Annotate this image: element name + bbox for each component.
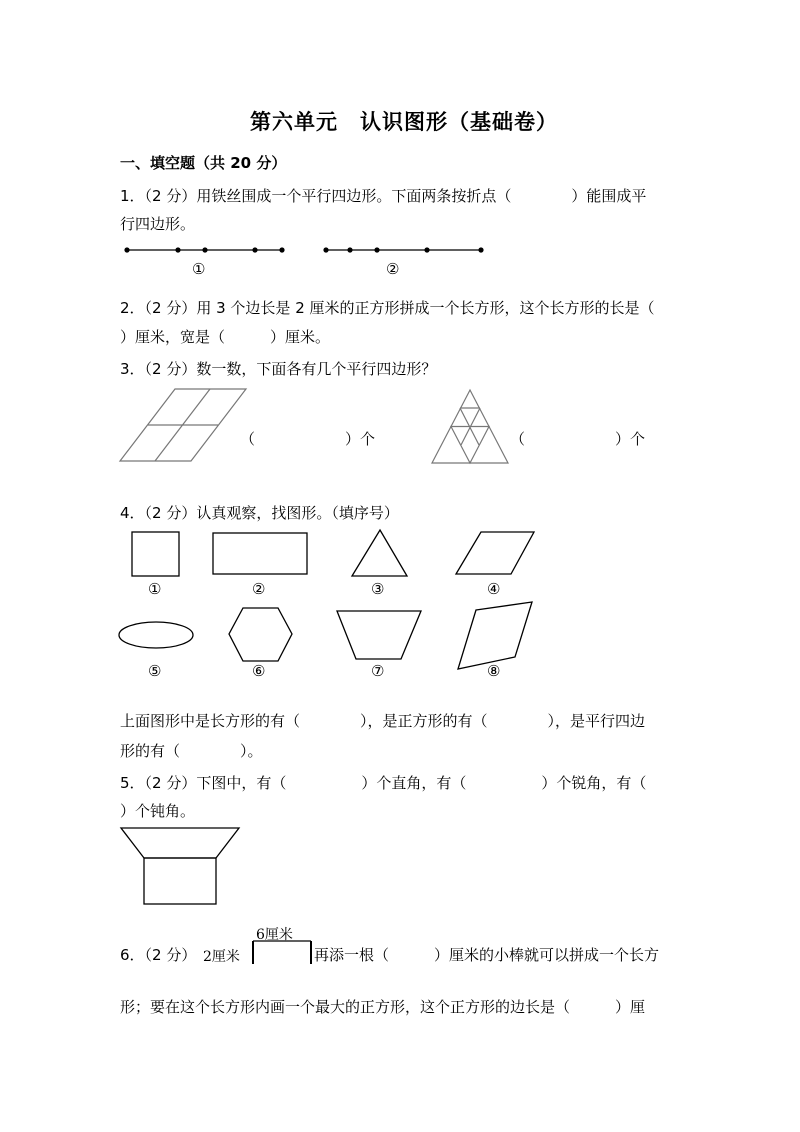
question-4-line-3: 形的有（ ）。 (120, 742, 263, 760)
question-2-line-1: 2．（2 分）用 3 个边长是 2 厘米的正方形拼成一个长方形，这个长方形的长是（ (120, 299, 655, 317)
stick-top-label: 6厘米 (256, 927, 293, 943)
question-5-line-1: 5．（2 分）下图中，有（ ）个直角，有（ ）个锐角，有（ (120, 774, 647, 792)
question-6-suffix: 再添一根（ ）厘米的小棒就可以拼成一个长方 (314, 946, 660, 964)
parallelogram-grid-figure (120, 387, 250, 463)
question-4-line-1: 4．（2 分）认真观察，找图形。（填序号） (120, 504, 399, 522)
shape-3-label: ③ (371, 580, 385, 598)
angle-figure (119, 826, 244, 908)
shape-1-label: ① (148, 580, 162, 598)
shape-6-label: ⑥ (252, 662, 266, 680)
shape-5-ellipse (119, 622, 193, 648)
shape-5-label: ⑤ (148, 662, 162, 680)
question-3-line-1: 3．（2 分）数一数，下面各有几个平行四边形？ (120, 360, 437, 378)
shape-4-parallelogram (456, 532, 534, 574)
question-1-line-2: 行四边形。 (120, 215, 196, 233)
fold-line-figures (120, 240, 520, 260)
shape-6-hexagon (229, 608, 292, 661)
question-1-line-1: 1．（2 分）用铁丝围成一个平行四边形。下面两条按折点（ ）能围成平 (120, 187, 647, 205)
question-4-line-2: 上面图形中是长方形的有（ ），是正方形的有（ ），是平行四边 (120, 712, 646, 730)
shape-1-square (132, 532, 179, 576)
question-6-prefix: 6．（2 分） (120, 946, 197, 964)
stick-side-label: 2厘米 (203, 949, 240, 965)
shape-3-triangle (352, 530, 407, 576)
triangle-grid-figure (432, 388, 512, 464)
question-3-answer-2: （ ）个 (510, 430, 646, 448)
question-5-line-2: ）个钝角。 (120, 802, 196, 820)
shape-7-trapezoid (337, 611, 421, 659)
question-2-line-2: ）厘米，宽是（ ）厘米。 (120, 328, 331, 346)
shape-8-parallelogram (458, 602, 532, 669)
fold-line-2-label: ② (386, 260, 400, 278)
shape-2-rectangle (213, 533, 307, 574)
sticks-figure (250, 938, 320, 968)
shape-7-label: ⑦ (371, 662, 385, 680)
shape-2-label: ② (252, 580, 266, 598)
shape-4-label: ④ (487, 580, 501, 598)
shape-8-label: ⑧ (487, 662, 501, 680)
question-3-answer-1: （ ）个 (240, 430, 376, 448)
fold-line-1-label: ① (192, 260, 206, 278)
section-heading-fill-in: 一、填空题（共 20 分） (120, 154, 287, 172)
fold-line-1 (124, 247, 284, 252)
question-6-line-2: 形；要在这个长方形内画一个最大的正方形，这个正方形的边长是（ ）厘 (120, 998, 646, 1016)
shapes-figure (118, 528, 558, 668)
fold-line-2 (323, 247, 483, 252)
page-title: 第六单元 认识图形（基础卷） (250, 110, 558, 134)
